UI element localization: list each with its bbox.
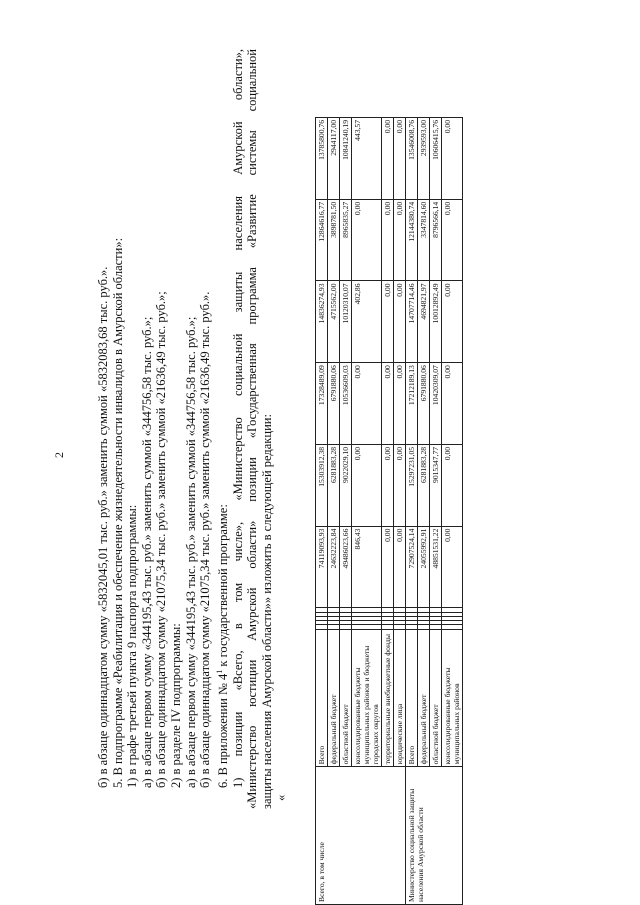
value-cell: 0,00 [382, 118, 394, 200]
empty-cell [406, 616, 418, 620]
value-cell: 0,00 [442, 281, 463, 363]
empty-cell [406, 621, 418, 625]
empty-cell [328, 616, 340, 620]
value-cell: 0,00 [442, 199, 463, 281]
value-cell: 0,00 [382, 199, 394, 281]
empty-cell [316, 621, 328, 625]
paragraph: а) в абзаце первом сумму «344195,43 тыс. руб.» заменить суммой «344756,58 тыс. руб.»; [139, 316, 154, 788]
value-cell: 3898781,50 [328, 199, 340, 281]
row-label-cell: консолидированные бюджеты муниципальных районов [442, 629, 463, 767]
value-cell: 3347814,60 [418, 199, 430, 281]
empty-cell [382, 625, 394, 629]
empty-cell [316, 625, 328, 629]
paragraph: б) в абзаце одиннадцатом сумму «5832045,01 тыс. руб.» заменить суммой «5832083,68 тыс. руб.». [96, 266, 110, 788]
value-cell: 4694821,97 [418, 281, 430, 363]
empty-cell [394, 612, 406, 616]
value-cell: 0,00 [352, 444, 382, 526]
value-cell: 10012892,49 [430, 281, 442, 363]
row-label-cell: территориальные внебюджетные фонды [382, 629, 394, 767]
paragraph: 2) в разделе IV подпрограммы: [168, 623, 183, 788]
page-number: 2 [52, 452, 66, 458]
opening-quote: « [274, 794, 289, 801]
value-cell: 13785800,76 [316, 118, 328, 200]
value-cell: 9022029,10 [340, 444, 352, 526]
value-cell: 17212189,13 [406, 363, 418, 445]
value-cell: 15297231,05 [406, 444, 418, 526]
empty-cell [418, 608, 430, 612]
empty-cell [340, 612, 352, 616]
appendix-ref: 6. В приложении № 4 [215, 673, 230, 788]
value-cell: 0,00 [382, 281, 394, 363]
row-label-cell: федеральный бюджет [418, 629, 430, 767]
empty-cell [352, 608, 382, 612]
value-cell: 9015347,77 [430, 444, 442, 526]
empty-cell [340, 621, 352, 625]
empty-cell [328, 608, 340, 612]
empty-cell [340, 616, 352, 620]
row-label-cell: областной бюджет [430, 629, 442, 767]
table-row [316, 118, 328, 905]
row-label-cell: Всего [316, 629, 328, 767]
value-cell: 0,00 [382, 526, 394, 608]
empty-cell [328, 621, 340, 625]
row-label-cell: областной бюджет [340, 629, 352, 767]
empty-cell [382, 616, 394, 620]
empty-cell [442, 612, 463, 616]
paragraph: защиты населения Амурской области»» изложить в следующей редакции: [259, 414, 274, 809]
empty-cell [406, 608, 418, 612]
paragraph: б) в абзаце одиннадцатом сумму «21075,34 тыс. руб.» заменить суммой «21636,49 тыс. руб.»; [154, 291, 169, 788]
value-cell: 0,00 [352, 199, 382, 281]
value-cell: 6791880,06 [328, 363, 340, 445]
value-cell: 0,00 [442, 363, 463, 445]
paragraph: «Министерство юстиции Амурской области» позиции «Государственная программа «Развитие системы социальной [245, 49, 260, 809]
empty-cell [442, 621, 463, 625]
empty-cell [394, 616, 406, 620]
empty-cell [430, 608, 442, 612]
row-label-cell: федеральный бюджет [328, 629, 340, 767]
value-cell: 2944117,00 [328, 118, 340, 200]
value-cell: 48851531,22 [430, 526, 442, 608]
value-cell: 10420309,07 [430, 363, 442, 445]
empty-cell [430, 621, 442, 625]
empty-cell [316, 608, 328, 612]
empty-cell [316, 616, 328, 620]
value-cell: 846,43 [352, 526, 382, 608]
value-cell: 49486023,66 [340, 526, 352, 608]
value-cell: 402,86 [352, 281, 382, 363]
empty-cell [328, 612, 340, 616]
value-cell: 0,00 [394, 281, 406, 363]
value-cell: 72907524,14 [406, 526, 418, 608]
value-cell: 6281883,28 [328, 444, 340, 526]
document-body [96, 9, 289, 809]
empty-cell [442, 625, 463, 629]
table-row [406, 118, 418, 905]
group-name-cell: Министерство социальной защиты населения Амурской области [406, 767, 463, 905]
empty-cell [418, 621, 430, 625]
value-cell: 0,00 [382, 444, 394, 526]
empty-cell [340, 625, 352, 629]
appendix-ref-tail: к государственной программе: [215, 504, 230, 670]
value-cell: 10841240,19 [340, 118, 352, 200]
superscript: 1 [214, 669, 224, 674]
empty-cell [430, 616, 442, 620]
empty-cell [406, 612, 418, 616]
empty-cell [394, 621, 406, 625]
empty-cell [352, 612, 382, 616]
value-cell: 6281883,28 [418, 444, 430, 526]
value-cell: 10606415,76 [430, 118, 442, 200]
empty-cell [382, 621, 394, 625]
value-cell: 443,57 [352, 118, 382, 200]
paragraph: а) в абзаце первом сумму «344195,43 тыс. руб.» заменить суммой «344756,58 тыс. руб.»; [183, 316, 198, 788]
value-cell: 74119093,93 [316, 526, 328, 608]
paragraph: б) в абзаце одиннадцатом сумму «21075,34 тыс. руб.» заменить суммой «21636,49 тыс. руб.». [198, 291, 213, 788]
empty-cell [352, 616, 382, 620]
empty-cell [352, 621, 382, 625]
empty-cell [382, 612, 394, 616]
value-cell: 14707714,46 [406, 281, 418, 363]
empty-cell [394, 608, 406, 612]
value-cell: 15303912,38 [316, 444, 328, 526]
group-name-cell: Всего, в том числе [316, 767, 406, 905]
value-cell: 2939593,00 [418, 118, 430, 200]
value-cell: 0,00 [394, 363, 406, 445]
paragraph: 1) в графе третьей пункта 9 паспорта подпрограммы: [125, 504, 140, 788]
row-label-cell: юридические лица [394, 629, 406, 767]
value-cell: 17328489,09 [316, 363, 328, 445]
empty-cell [442, 608, 463, 612]
value-cell: 0,00 [442, 444, 463, 526]
value-cell: 8965835,27 [340, 199, 352, 281]
empty-cell [442, 616, 463, 620]
paragraph [213, 9, 231, 809]
budget-table [315, 117, 463, 905]
empty-cell [328, 625, 340, 629]
value-cell: 13546008,76 [406, 118, 418, 200]
empty-cell [394, 625, 406, 629]
value-cell: 0,00 [442, 118, 463, 200]
paragraph: 5. В подпрограмме «Реабилитация и обеспечение жизнедеятельности инвалидов в Амурской области»: [110, 237, 125, 788]
empty-cell [418, 625, 430, 629]
value-cell: 0,00 [394, 199, 406, 281]
value-cell: 24055992,91 [418, 526, 430, 608]
value-cell: 0,00 [394, 444, 406, 526]
empty-cell [406, 625, 418, 629]
value-cell: 0,00 [394, 118, 406, 200]
empty-cell [430, 625, 442, 629]
empty-cell [340, 608, 352, 612]
value-cell: 0,00 [382, 363, 394, 445]
value-cell: 8796566,14 [430, 199, 442, 281]
empty-cell [418, 612, 430, 616]
value-cell: 10536609,03 [340, 363, 352, 445]
value-cell: 14836274,93 [316, 281, 328, 363]
empty-cell [430, 612, 442, 616]
row-label-cell: Всего [406, 629, 418, 767]
value-cell: 0,00 [394, 526, 406, 608]
empty-cell [418, 616, 430, 620]
value-cell: 12864616,77 [316, 199, 328, 281]
empty-cell [316, 612, 328, 616]
value-cell: 12144380,74 [406, 199, 418, 281]
value-cell: 6791880,06 [418, 363, 430, 445]
value-cell: 0,00 [442, 526, 463, 608]
value-cell: 0,00 [352, 363, 382, 445]
value-cell: 10120310,07 [340, 281, 352, 363]
paragraph: 1) позиции «Всего, в том числе», «Министерство социальной защиты населения Амурской области», [230, 49, 245, 788]
value-cell: 4715562,00 [328, 281, 340, 363]
value-cell: 24632223,84 [328, 526, 340, 608]
empty-cell [352, 625, 382, 629]
empty-cell [382, 608, 394, 612]
row-label-cell: консолидированные бюджеты муниципальных районов и бюджеты городских округов [352, 629, 382, 767]
